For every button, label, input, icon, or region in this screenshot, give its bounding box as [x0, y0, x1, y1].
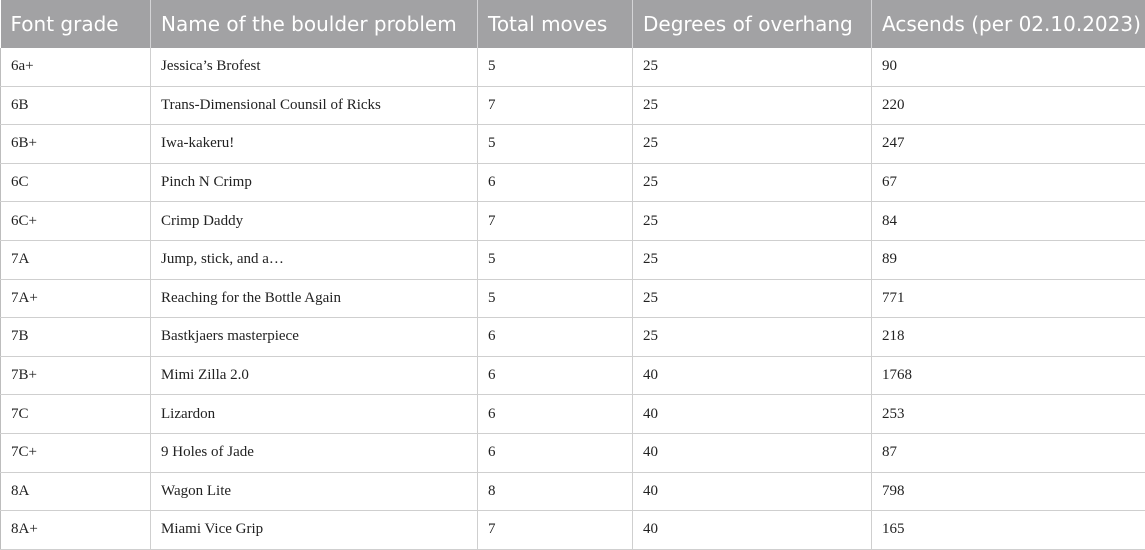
cell-ascends: 220: [872, 86, 1145, 125]
cell-ascends: 90: [872, 48, 1145, 86]
cell-problem-name: Mimi Zilla 2.0: [151, 356, 478, 395]
table-row: [1, 202, 1145, 241]
cell-total-moves: 5: [478, 125, 633, 164]
cell-problem-name: Iwa-kakeru!: [151, 125, 478, 164]
cell-ascends: 253: [872, 395, 1145, 434]
table-row: [1, 163, 1145, 202]
table-row: [1, 318, 1145, 357]
cell-ascends: 165: [872, 511, 1145, 550]
cell-total-moves: 7: [478, 86, 633, 125]
table-row: [1, 86, 1145, 125]
cell-font-grade: 7B: [1, 318, 151, 357]
cell-problem-name: Miami Vice Grip: [151, 511, 478, 550]
cell-degrees-overhang: 40: [633, 433, 872, 472]
cell-degrees-overhang: 25: [633, 318, 872, 357]
cell-ascends: 87: [872, 433, 1145, 472]
cell-font-grade: 6C: [1, 163, 151, 202]
cell-problem-name: Reaching for the Bottle Again: [151, 279, 478, 318]
header-total-moves: Total moves: [478, 0, 633, 48]
cell-total-moves: 6: [478, 356, 633, 395]
cell-problem-name: Wagon Lite: [151, 472, 478, 511]
table-row: [1, 279, 1145, 318]
header-font-grade: Font grade: [1, 0, 151, 48]
cell-total-moves: 5: [478, 279, 633, 318]
cell-degrees-overhang: 25: [633, 279, 872, 318]
cell-degrees-overhang: 40: [633, 472, 872, 511]
table-header: [1, 0, 1145, 48]
cell-font-grade: 6C+: [1, 202, 151, 241]
cell-ascends: 247: [872, 125, 1145, 164]
cell-problem-name: Bastkjaers masterpiece: [151, 318, 478, 357]
cell-degrees-overhang: 25: [633, 163, 872, 202]
cell-total-moves: 8: [478, 472, 633, 511]
header-degrees-overhang: Degrees of overhang: [633, 0, 872, 48]
cell-total-moves: 7: [478, 511, 633, 550]
table-row: [1, 125, 1145, 164]
cell-ascends: 1768: [872, 356, 1145, 395]
cell-degrees-overhang: 25: [633, 125, 872, 164]
cell-degrees-overhang: 40: [633, 356, 872, 395]
table-row: [1, 395, 1145, 434]
cell-degrees-overhang: 25: [633, 48, 872, 86]
cell-problem-name: Jump, stick, and a…: [151, 240, 478, 279]
cell-font-grade: 7C: [1, 395, 151, 434]
cell-problem-name: Trans-Dimensional Counsil of Ricks: [151, 86, 478, 125]
cell-problem-name: Jessica’s Brofest: [151, 48, 478, 86]
cell-degrees-overhang: 25: [633, 240, 872, 279]
cell-font-grade: 7B+: [1, 356, 151, 395]
table-row: [1, 356, 1145, 395]
header-row: [1, 0, 1145, 48]
cell-problem-name: 9 Holes of Jade: [151, 433, 478, 472]
cell-total-moves: 7: [478, 202, 633, 241]
cell-degrees-overhang: 25: [633, 202, 872, 241]
cell-degrees-overhang: 40: [633, 395, 872, 434]
cell-total-moves: 5: [478, 48, 633, 86]
header-ascends: Acsends (per 02.10.2023): [872, 0, 1145, 48]
cell-font-grade: 8A+: [1, 511, 151, 550]
cell-font-grade: 7C+: [1, 433, 151, 472]
cell-problem-name: Crimp Daddy: [151, 202, 478, 241]
cell-ascends: 771: [872, 279, 1145, 318]
cell-font-grade: 6B+: [1, 125, 151, 164]
table-row: [1, 240, 1145, 279]
cell-font-grade: 7A+: [1, 279, 151, 318]
cell-font-grade: 8A: [1, 472, 151, 511]
cell-degrees-overhang: 25: [633, 86, 872, 125]
cell-ascends: 89: [872, 240, 1145, 279]
cell-font-grade: 6a+: [1, 48, 151, 86]
table-body: [1, 48, 1145, 549]
cell-ascends: 798: [872, 472, 1145, 511]
cell-problem-name: Pinch N Crimp: [151, 163, 478, 202]
cell-problem-name: Lizardon: [151, 395, 478, 434]
table-row: [1, 433, 1145, 472]
cell-ascends: 84: [872, 202, 1145, 241]
cell-ascends: 218: [872, 318, 1145, 357]
table-row: [1, 48, 1145, 86]
cell-degrees-overhang: 40: [633, 511, 872, 550]
cell-total-moves: 6: [478, 163, 633, 202]
cell-font-grade: 6B: [1, 86, 151, 125]
table-row: [1, 511, 1145, 550]
cell-ascends: 67: [872, 163, 1145, 202]
cell-total-moves: 6: [478, 433, 633, 472]
cell-font-grade: 7A: [1, 240, 151, 279]
header-problem-name: Name of the boulder problem: [151, 0, 478, 48]
table-row: [1, 472, 1145, 511]
cell-total-moves: 5: [478, 240, 633, 279]
cell-total-moves: 6: [478, 318, 633, 357]
cell-total-moves: 6: [478, 395, 633, 434]
